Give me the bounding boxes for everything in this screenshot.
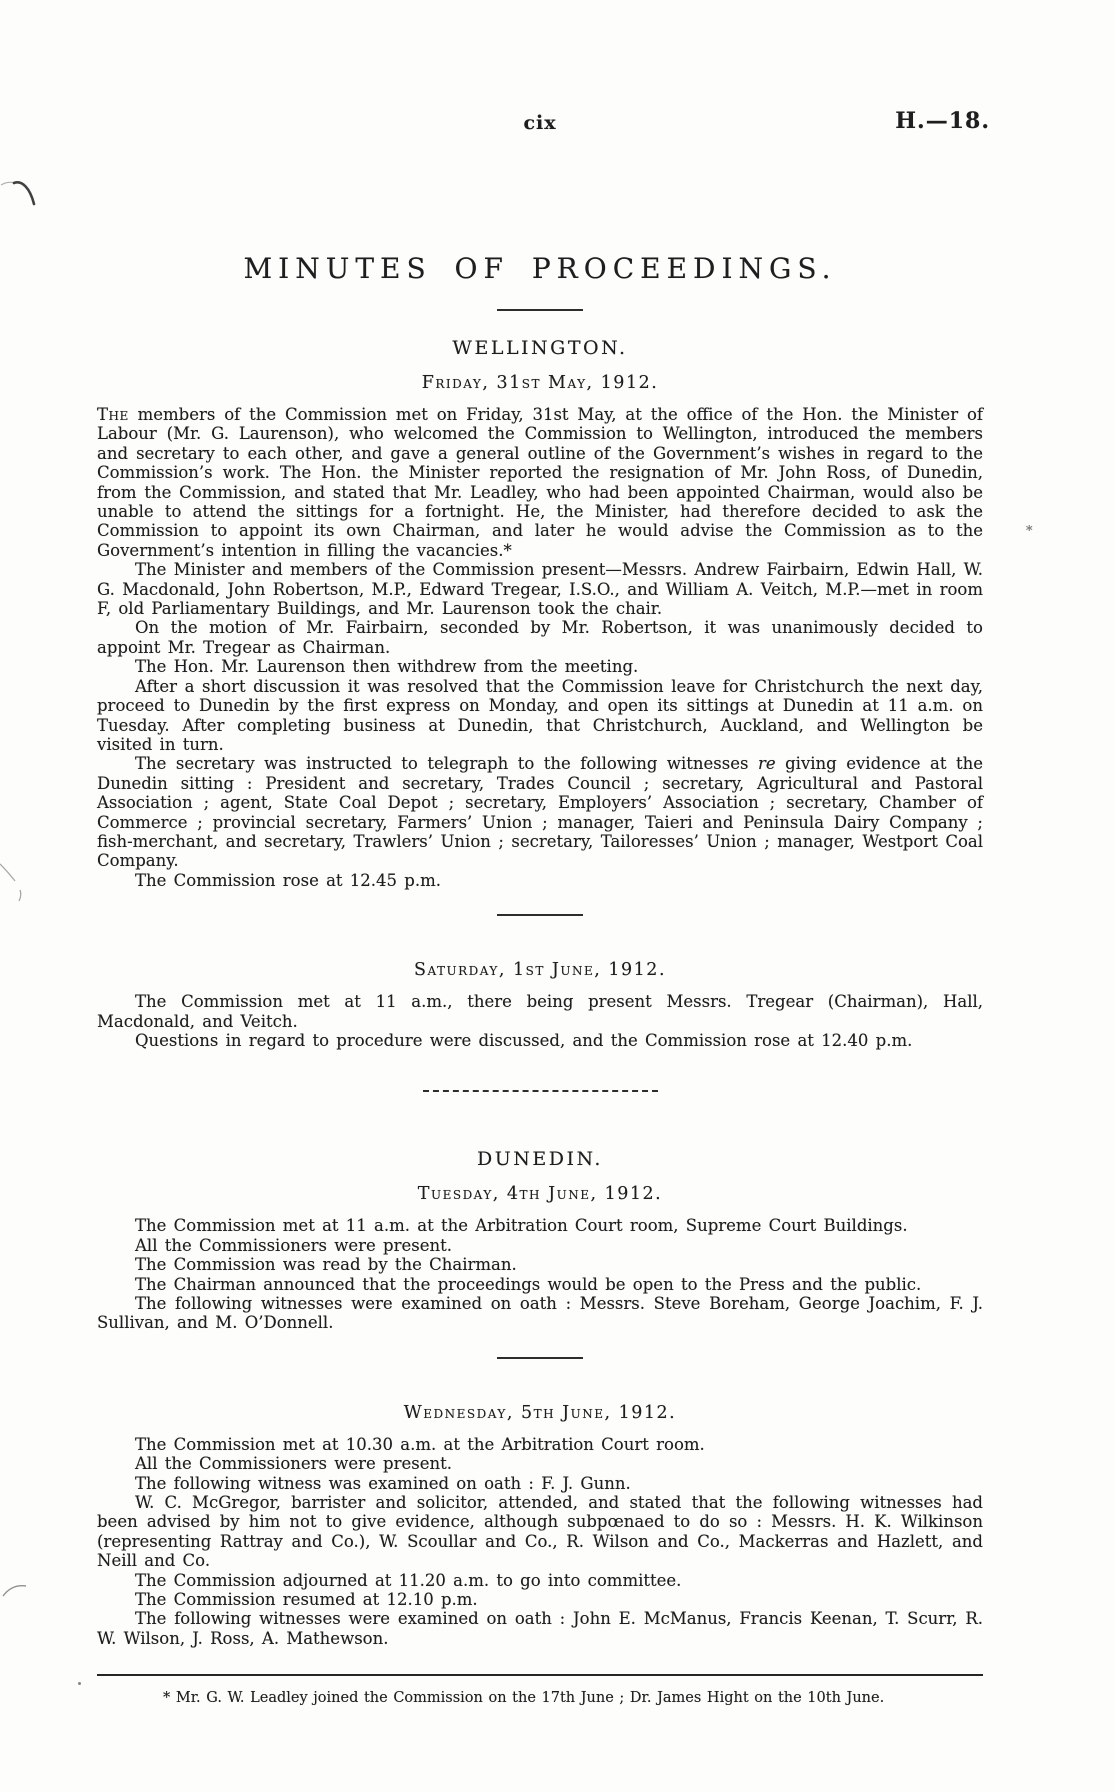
meeting-date-heading: Wednesday, 5th June, 1912. (403, 1402, 677, 1423)
text-run: The following witnesses were examined on oath : John E. McManus, Francis Keenan, T. Scurr, R. W. Wilson, J. Ross, A. Mathewson. (97, 1609, 983, 1648)
text-run: giving evidence at the Dunedin sitting : President and secretary, Trades Council ; secretary, Agricultural and Pastoral Association ; agent, State Coal Depot ; secretary, Employers’ Association ; secretary, Chamber of Commerce ; provincial secretary, Farmers’ Union ; manager, Taieri and Peninsula Dairy Company ; fish-merchant, and secretary, Trawlers’ Union ; secretary, Tailoresses’ Union ; manager, Westport Coal Company. (97, 754, 984, 871)
paragraph (97, 754, 983, 870)
paragraph (97, 1031, 983, 1050)
text-run: The Minister and members of the Commission present—Messrs. Andrew Fairbairn, Edwin Hall, W. G. Macdonald, John Robertson, M.P., Edward Tregear, I.S.O., and William A. Veitch, M.P.—met in room F, old Parliamentary Buildings, and Mr. Laurenson took the chair. (97, 560, 983, 619)
footnote-block (97, 1674, 983, 1707)
text-run: re (757, 754, 776, 774)
document-title: MINUTES OF PROCEEDINGS. (243, 252, 837, 285)
paragraph (97, 657, 983, 676)
text-run: The Commission rose at 12.45 p.m. (135, 870, 441, 890)
paragraph (97, 1255, 983, 1274)
text-run: The Commission met at 11 a.m., there being present Messrs. Tregear (Chairman), Hall, Macdonald, and Veitch. (97, 992, 983, 1031)
divider-rule (423, 1090, 658, 1092)
text-run: The Commission met at 11 a.m. at the Arbitration Court room, Supreme Court Buildings. (135, 1216, 908, 1236)
text-run: The following witnesses were examined on oath : Messrs. Steve Boreham, George Joachim, F. J. Sullivan, and M. O’Donnell. (97, 1294, 983, 1333)
paragraph (97, 1275, 983, 1294)
divider-rule (497, 914, 583, 916)
text-run: The Commission adjourned at 11.20 a.m. to go into committee. (135, 1570, 682, 1590)
meeting-date-heading: Friday, 31st May, 1912. (421, 373, 659, 393)
footnote-text: * Mr. G. W. Leadley joined the Commission on the 17th June ; Dr. James Hight on the 10th June. (163, 1690, 885, 1707)
text-run: The Commission met at 10.30 a.m. at the Arbitration Court room. (135, 1434, 705, 1454)
paragraph (97, 1435, 983, 1454)
text-run: The following witness was examined on oath : F. J. Gunn. (135, 1473, 631, 1493)
text-run: The secretary was instructed to telegraph to the following witnesses (135, 754, 758, 774)
text-column (97, 0, 990, 1707)
text-run: W. C. McGregor, barrister and solicitor, attended, and stated that the following witnesses had been advised by him not to give evidence, although subpœnaed to do so : Messrs. H. K. Wilkinson (representing Rattray and Co.), W. Scoullar and Co., R. Wilson and Co., Mackerras and Hazlett, and Neill and Co. (97, 1493, 983, 1571)
text-run: The Commission was read by the Chairman. (135, 1255, 517, 1275)
text-run: The (97, 405, 129, 424)
paragraph (97, 1571, 983, 1590)
paragraph (97, 1493, 983, 1571)
handwritten-tick-top-left-icon (0, 160, 52, 220)
section (97, 337, 983, 1092)
section-heading: WELLINGTON. (452, 337, 628, 359)
paragraph (97, 1236, 983, 1255)
paragraph (97, 1590, 983, 1609)
handwritten-stroke-bottom-left-icon (0, 1578, 40, 1608)
sections (97, 337, 983, 1648)
text-run: All the Commissioners were present. (135, 1235, 452, 1255)
paragraph (97, 405, 983, 560)
section (97, 1148, 983, 1648)
text-run: The Commission resumed at 12.10 p.m. (135, 1590, 478, 1610)
text-run: The Hon. Mr. Laurenson then withdrew from the meeting. (135, 657, 639, 677)
paragraph (97, 618, 983, 657)
paragraph (97, 560, 983, 618)
text-run: On the motion of Mr. Fairbairn, seconded by Mr. Robertson, it was unanimously decided to appoint Mr. Tregear as Chairman. (97, 618, 983, 657)
text-run: members of the Commission met on Friday, 31st May, at the office of the Hon. the Minister of Labour (Mr. G. Laurenson), who welcomed the Commission to Wellington, introduced the members and secretary to each other, and gave a general outline of the Government’s wishes in regard to the Commission’s work. The Hon. the Minister reported the resignation of Mr. John Ross, of Dunedin, from the Commission, and stated that Mr. Leadley, who had been appointed Chairman, would also be unable to attend the sittings for a fortnight. He, the Minister, had therefore decided to ask the Commission to appoint its own Chairman, and later he would advise the Commission as to the Government’s intention in filling the vacancies.* (97, 405, 983, 560)
paragraph (97, 1216, 983, 1235)
paragraph (97, 1294, 983, 1333)
text-run: The Chairman announced that the proceedings would be open to the Press and the public. (135, 1274, 922, 1294)
paragraph (97, 992, 983, 1031)
paragraph (97, 1609, 983, 1648)
paper-reference: H.—18. (895, 108, 990, 134)
text-run: After a short discussion it was resolved that the Commission leave for Christchurch the next day, proceed to Dunedin by the first express on Monday, and open its sittings at Dunedin at 11 a.m. on Tuesday. After completing business at Dunedin, that Christchurch, Auckland, and Wellington be visited in turn. (97, 676, 983, 754)
paragraph (97, 1474, 983, 1493)
divider-rule (497, 1357, 583, 1359)
meeting-date-heading: Saturday, 1st June, 1912. (413, 960, 667, 981)
section-heading: DUNEDIN. (477, 1148, 603, 1171)
title-divider-rule (497, 309, 583, 311)
paragraph (97, 871, 983, 890)
paragraph (97, 677, 983, 755)
paragraph (97, 1454, 983, 1473)
text-run: Questions in regard to procedure were discussed, and the Commission rose at 12.40 p.m. (135, 1030, 913, 1050)
ink-dot-bottom-left (78, 1682, 81, 1685)
handwritten-stroke-mid-left-icon (0, 858, 40, 918)
ink-blot-right-margin: * (1026, 524, 1033, 539)
text-run: All the Commissioners were present. (135, 1454, 452, 1474)
meeting-date-heading: Tuesday, 4th June, 1912. (417, 1184, 663, 1205)
page-header (97, 0, 990, 152)
page-number: cix (523, 112, 557, 134)
